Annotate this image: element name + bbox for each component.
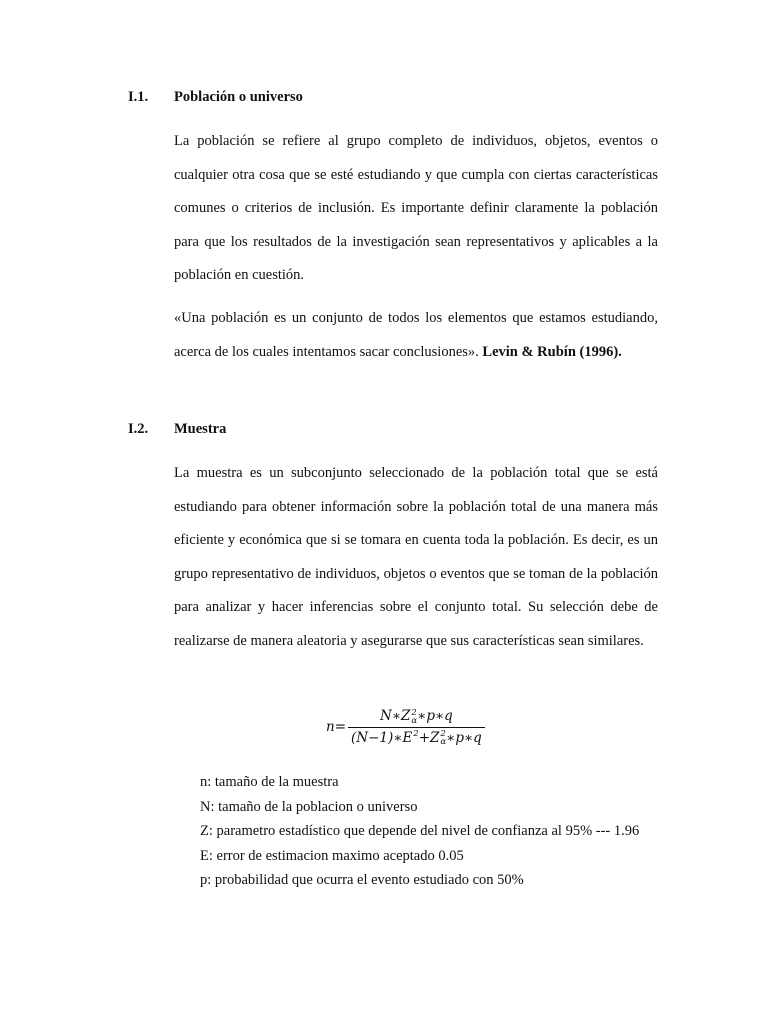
denominator-term-b: +Z xyxy=(418,729,440,746)
fraction-bar xyxy=(348,727,485,728)
formula-definitions-list xyxy=(200,770,658,893)
formula-denominator xyxy=(348,730,485,747)
numerator-term-a: N∗Z xyxy=(380,708,411,724)
z-exponent-subscript: 2 α xyxy=(411,707,418,726)
definition-item: p: probabilidad que ocurra el evento estudiado con 50% xyxy=(200,872,524,889)
section-heading-poblacion xyxy=(128,89,303,106)
quote-text: «Una población es un conjunto de todos los elementos que estamos estudiando, acerca de los cuales intentamos sacar conclusiones». xyxy=(174,310,658,360)
formula-fraction xyxy=(348,708,485,746)
sample-size-formula xyxy=(326,708,485,746)
numerator-term-b: ∗p∗q xyxy=(417,708,453,724)
paragraph-poblacion-definition: La población se refiere al grupo completo de individuos, objetos, eventos o cualquier otra cosa que se esté estudiando y que cumpla con ciertas características comunes o criterios de inclusión. Es importante definir claramente la población para que los resultados de la investigación sean representativos y aplicables a la población en cuestión. xyxy=(174,133,658,283)
paragraph-quote xyxy=(174,302,658,369)
formula-numerator xyxy=(377,708,456,725)
denominator-term-a: (N−1)∗E xyxy=(351,729,413,746)
definition-item: n: tamaño de la muestra xyxy=(200,774,339,790)
formula-lhs: n= xyxy=(326,719,347,735)
definition-item: N: tamaño de la poblacion o universo xyxy=(200,798,418,815)
citation: Levin & Rubín (1996). xyxy=(482,343,622,360)
z-exponent-subscript: 2 α xyxy=(440,729,447,747)
denominator-term-c: ∗p∗q xyxy=(446,729,482,746)
definition-item: Z: parametro estadístico que depende del nivel de confianza al 95% --- 1.96 xyxy=(200,823,640,840)
section-number: I.1. xyxy=(128,89,149,105)
definition-item: E: error de estimacion maximo aceptado 0.05 xyxy=(200,847,464,864)
section-heading-muestra xyxy=(128,421,226,438)
e-exponent: 2 xyxy=(413,729,419,739)
section-title: Población o universo xyxy=(174,89,303,105)
section-title: Muestra xyxy=(174,421,227,437)
section-number: I.2. xyxy=(128,421,149,437)
paragraph-muestra-definition: La muestra es un subconjunto seleccionado de la población total que se está estudiando para obtener información sobre la población total de una manera más eficiente y económica que si se tomara en cuenta toda la población. Es decir, es un grupo representativo de individuos, objetos o eventos que se toman de la población para analizar y hacer inferencias sobre el conjunto total. Su selección debe de realizarse de manera aleatoria y asegurarse que sus características sean similares. xyxy=(174,465,658,649)
